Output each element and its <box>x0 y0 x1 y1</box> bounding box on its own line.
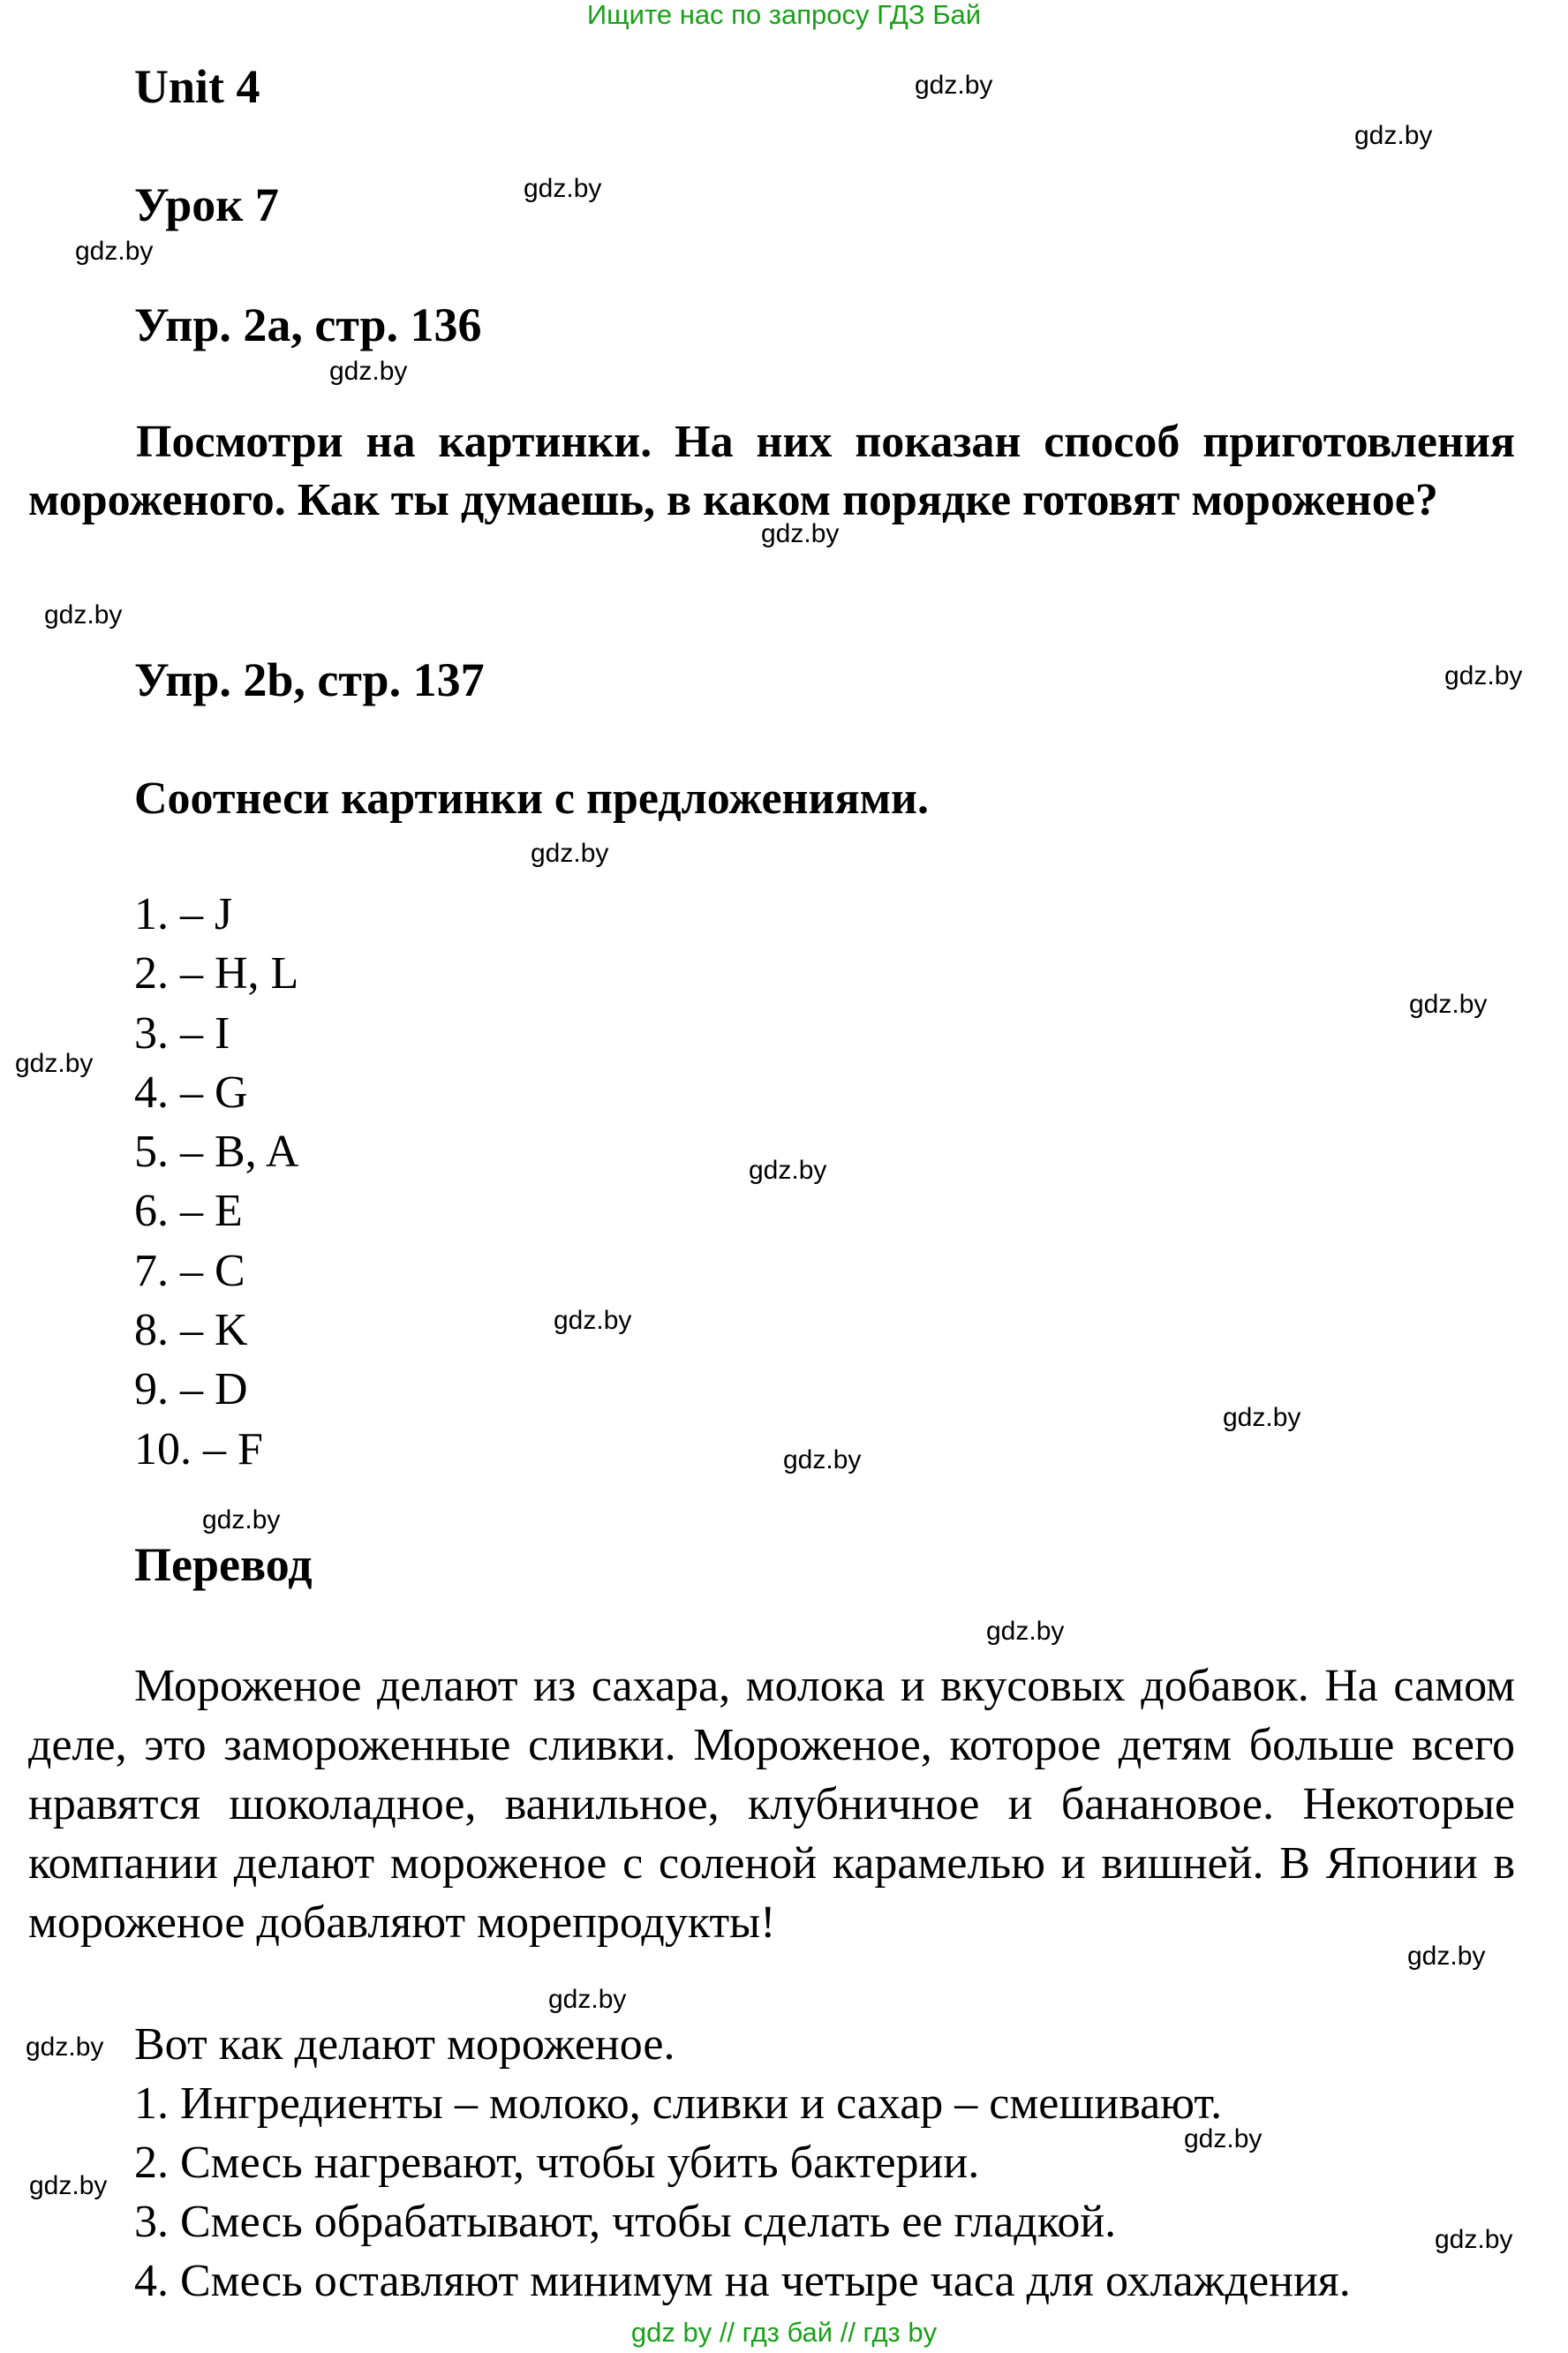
exercise-2-heading: Упр. 2b, стр. 137 <box>134 653 485 706</box>
bottom-banner-link[interactable]: gdz by // гдз бай // гдз by <box>630 2317 938 2348</box>
answer-item: 1. – J <box>134 889 233 939</box>
watermark: gdz.by <box>1407 1942 1486 1971</box>
watermark: gdz.by <box>26 2032 104 2062</box>
step-item: 4. Смесь оставляют минимум на четыре часа для охлаждения. <box>134 2256 1351 2306</box>
watermark: gdz.by <box>329 357 408 386</box>
watermark: gdz.by <box>1444 661 1523 690</box>
answer-item: 7. – C <box>134 1245 245 1296</box>
answer-item: 10. – F <box>134 1423 263 1474</box>
watermark: gdz.by <box>986 1617 1065 1646</box>
exercise-1-instruction <box>28 413 1515 530</box>
watermark: gdz.by <box>1184 2124 1263 2153</box>
exercise-2-instruction: Соотнеси картинки с предложениями. <box>134 773 929 824</box>
top-banner-link[interactable]: Ищите нас по запросу ГДЗ Бай <box>586 0 982 30</box>
exercise-1-instruction-text: Посмотри на картинки. На них показан способ приготовления мороженого. Как ты думаешь, в каком порядке готовят мороженое? <box>28 417 1515 525</box>
step-item: 1. Ингредиенты – молоко, сливки и сахар – смешивают. <box>134 2078 1223 2129</box>
watermark: gdz.by <box>915 71 993 100</box>
watermark: gdz.by <box>548 1985 627 2014</box>
watermark: gdz.by <box>202 1505 281 1535</box>
step-item: 3. Смесь обрабатывают, чтобы сделать ее гладкой. <box>134 2197 1117 2247</box>
answer-item: 3. – I <box>134 1007 230 1059</box>
answer-item: 2. – H, L <box>134 948 299 999</box>
watermark: gdz.by <box>524 174 602 203</box>
watermark: gdz.by <box>783 1445 862 1474</box>
watermark: gdz.by <box>1223 1403 1301 1432</box>
translation-heading: Перевод <box>134 1538 313 1591</box>
watermark: gdz.by <box>531 839 609 868</box>
watermark: gdz.by <box>15 1049 94 1078</box>
step-item: 2. Смесь нагревают, чтобы убить бактерии. <box>134 2138 980 2188</box>
translation-paragraph <box>28 1656 1515 1952</box>
answer-item: 6. – E <box>134 1186 243 1237</box>
watermark: gdz.by <box>554 1306 632 1335</box>
watermark: gdz.by <box>1409 990 1488 1019</box>
watermark: gdz.by <box>44 600 123 630</box>
unit-title: Unit 4 <box>134 60 260 113</box>
watermark: gdz.by <box>29 2171 108 2200</box>
answer-item: 9. – D <box>134 1364 248 1415</box>
watermark: gdz.by <box>761 519 840 548</box>
steps-list <box>134 2074 1351 2311</box>
watermark: gdz.by <box>75 237 154 266</box>
translation-paragraph-text: Мороженое делают из сахара, молока и вкусовых добавок. На самом деле, это замороженные сливки. Мороженое, которое детям больше всего нравятся шоколадное, ванильное, клубничное и банановое. Некоторые компании делают мороженое с соленой карамелью и вишней. В Японии в мороженое добавляют морепродукты! <box>28 1661 1515 1948</box>
watermark: gdz.by <box>1435 2225 1513 2254</box>
answer-item: 4. – G <box>134 1067 248 1118</box>
answer-list <box>134 885 298 1479</box>
watermark: gdz.by <box>1354 121 1433 150</box>
lesson-title: Урок 7 <box>134 178 279 231</box>
answer-item: 8. – K <box>134 1305 248 1356</box>
answer-item: 5. – B, A <box>134 1127 299 1178</box>
watermark: gdz.by <box>749 1156 827 1185</box>
exercise-1-heading: Упр. 2a, стр. 136 <box>134 298 482 351</box>
translation-intro: Вот как делают мороженое. <box>134 2019 675 2070</box>
